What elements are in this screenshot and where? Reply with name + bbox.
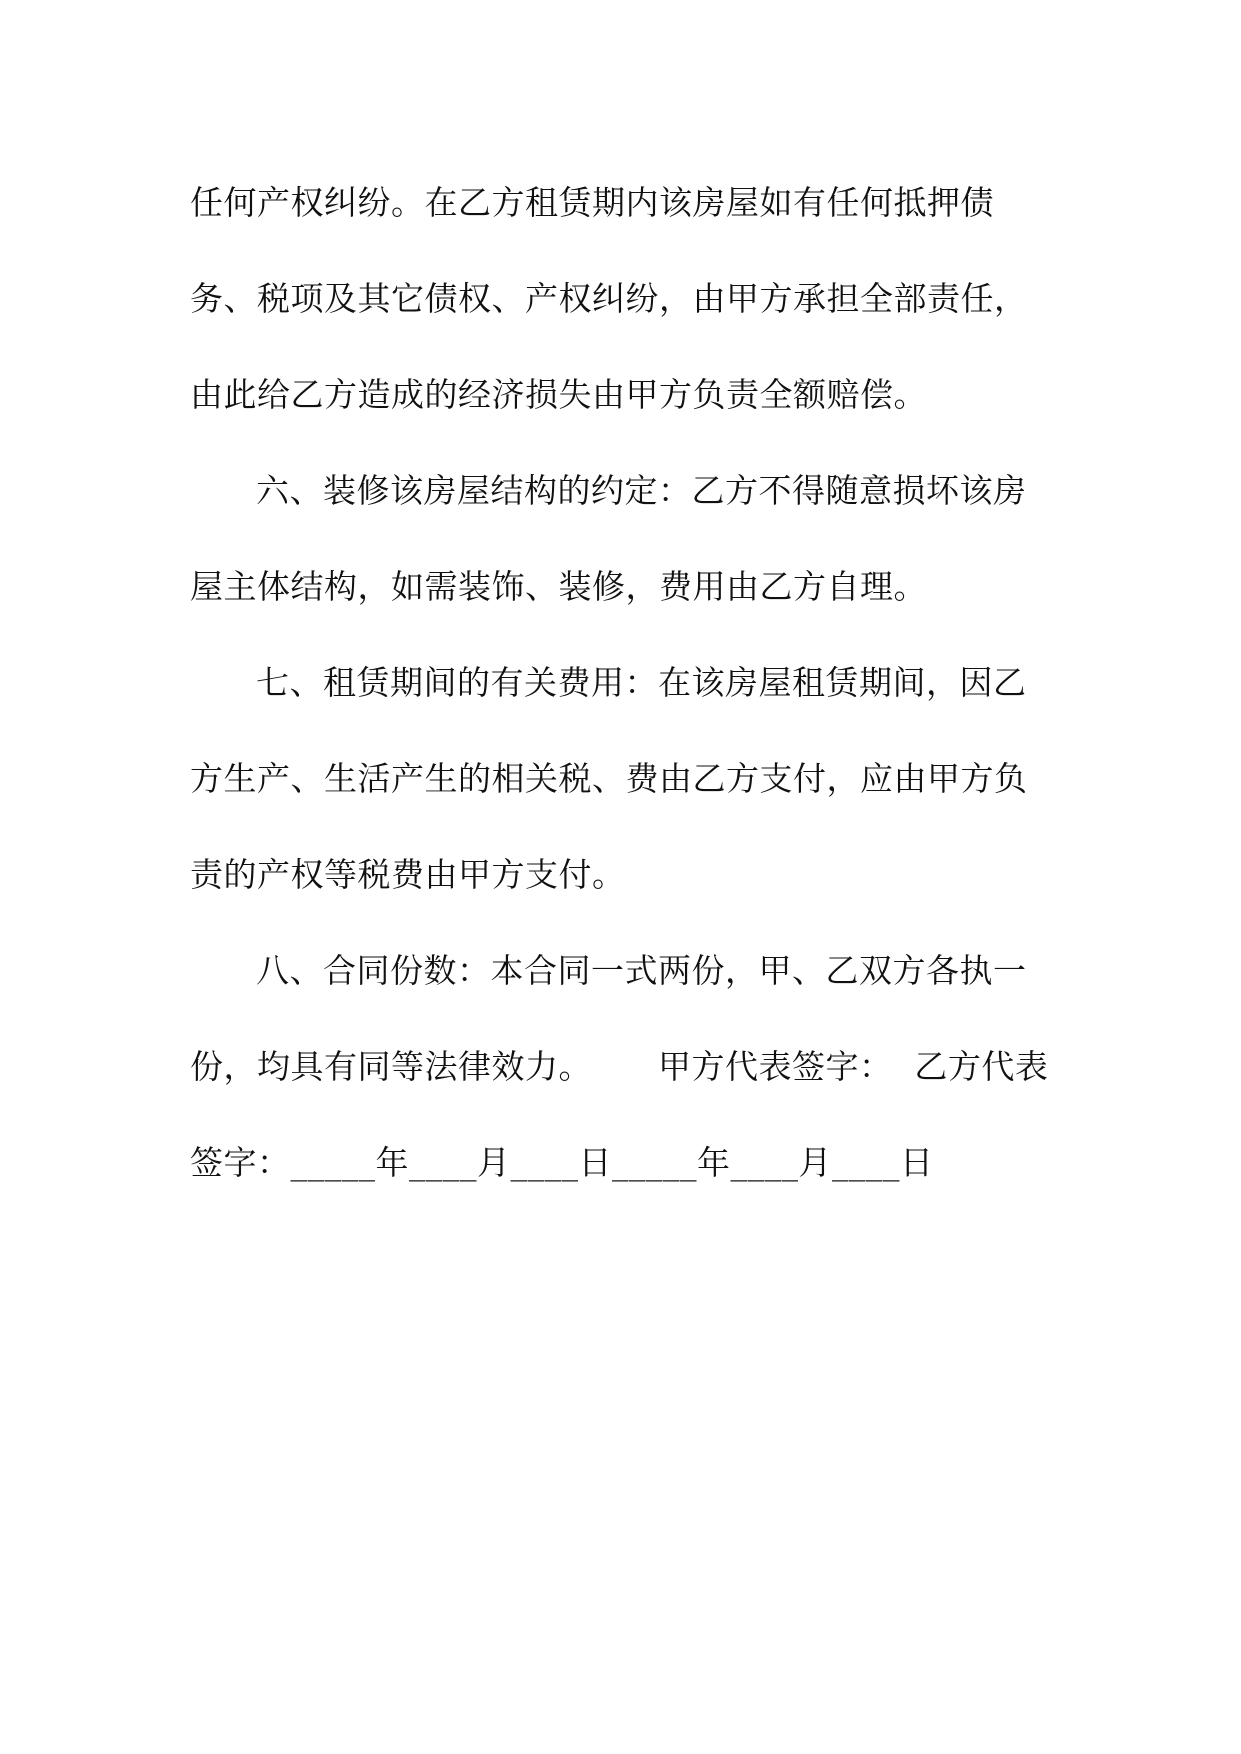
- paragraph-line-3: 由此给乙方造成的经济损失由甲方负责全额赔偿。: [190, 375, 927, 414]
- clause-7-line-1: 七、租赁期间的有关费用：在该房屋租赁期间，因乙: [256, 663, 1027, 702]
- clause-6-line-1: 六、装修该房屋结构的约定：乙方不得随意损坏该房: [256, 471, 1027, 510]
- signature-date-line: 签字：_____年____月____日_____年____月____日: [190, 1143, 934, 1182]
- clause-7-line-3: 责的产权等税费由甲方支付。: [190, 855, 626, 894]
- clause-6-line-2: 屋主体结构，如需装饰、装修，费用由乙方自理。: [190, 567, 927, 606]
- paragraph-line-2: 务、税项及其它债权、产权纠纷，由甲方承担全部责任，: [190, 279, 1028, 318]
- clause-8-line-2: 份，均具有同等法律效力。 甲方代表签字： 乙方代表: [190, 1047, 1049, 1086]
- clause-8-line-1: 八、合同份数：本合同一式两份，甲、乙双方各执一: [256, 951, 1027, 990]
- clause-7-line-2: 方生产、生活产生的相关税、费由乙方支付，应由甲方负: [190, 759, 1028, 798]
- paragraph-line-1: 任何产权纠纷。在乙方租赁期内该房屋如有任何抵押债: [190, 183, 994, 222]
